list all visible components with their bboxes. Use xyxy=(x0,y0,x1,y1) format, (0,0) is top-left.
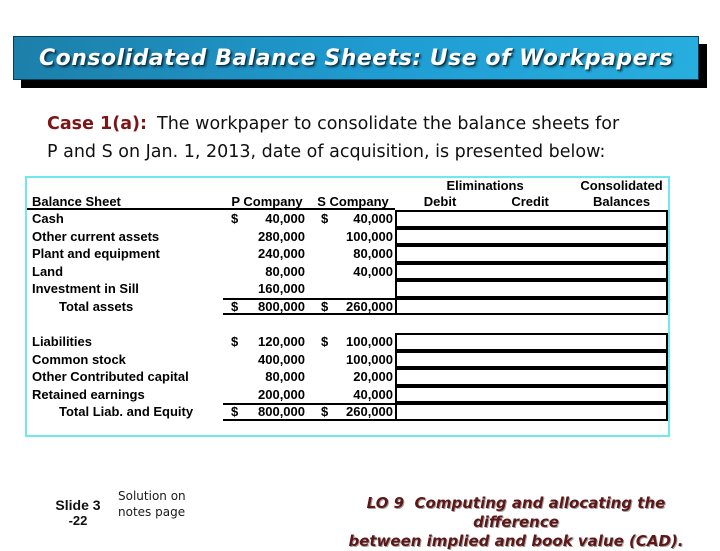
dollar-sign: $ xyxy=(321,334,329,349)
p-amount: 200,000 xyxy=(258,386,305,402)
case-line-2: P and S on Jan. 1, 2013, date of acquisition, is presented below: xyxy=(47,142,606,162)
table-row-plant-equipment xyxy=(27,245,668,263)
s-amount: 100,000 xyxy=(346,228,393,244)
table-row-cash xyxy=(27,210,668,228)
row-label: Cash xyxy=(32,211,64,226)
eliminations-empty-box xyxy=(395,280,668,298)
table-header-row-2 xyxy=(27,194,668,210)
case-paragraph xyxy=(47,110,697,166)
s-amount: 80,000 xyxy=(353,246,393,261)
workpaper-table xyxy=(25,176,670,437)
p-amount: 80,000 xyxy=(265,263,305,279)
table-row-land xyxy=(27,263,668,281)
eliminations-empty-box xyxy=(395,351,668,369)
table-row-investment-in-sill xyxy=(27,280,668,298)
balances-header: Balances xyxy=(593,194,651,209)
credit-header: Credit xyxy=(511,194,549,209)
slide-title-banner xyxy=(13,36,699,80)
notes-annotation xyxy=(118,488,208,520)
eliminations-empty-box xyxy=(395,298,668,316)
s-amount: 100,000 xyxy=(346,351,393,367)
s-amount: 260,000 xyxy=(346,404,393,419)
table-header-row-1 xyxy=(27,178,668,194)
p-amount: 400,000 xyxy=(258,351,305,367)
table-row-common-stock xyxy=(27,351,668,369)
debit-header: Debit xyxy=(423,194,457,209)
note-line-2: notes page xyxy=(118,505,186,519)
eliminations-empty-box xyxy=(395,403,668,421)
eliminations-empty-box xyxy=(395,228,668,246)
note-line-1: Solution on xyxy=(118,489,186,503)
lo-line-2: between implied and book value (CAD). xyxy=(348,532,684,550)
p-amount: 800,000 xyxy=(258,404,305,419)
dollar-sign: $ xyxy=(321,404,329,419)
s-amount: 40,000 xyxy=(353,263,393,279)
eliminations-empty-box xyxy=(395,245,668,263)
eliminations-empty-box xyxy=(395,333,668,351)
p-amount: 160,000 xyxy=(258,281,305,296)
row-label: Land xyxy=(32,263,64,279)
s-amount: 40,000 xyxy=(353,211,393,226)
slide-number-block xyxy=(36,497,120,528)
s-amount: 260,000 xyxy=(346,298,393,314)
slide-label: Slide 3 xyxy=(55,497,101,513)
eliminations-header: Eliminations xyxy=(446,178,524,193)
eliminations-empty-box xyxy=(395,386,668,404)
row-label: Total Liab. and Equity xyxy=(59,404,194,419)
case-line-1 xyxy=(47,110,697,138)
dollar-sign: $ xyxy=(321,211,329,226)
consolidated-header: Consolidated xyxy=(580,178,663,193)
page-title: Consolidated Balance Sheets: Use of Workpapers xyxy=(38,45,674,71)
s-amount: 40,000 xyxy=(353,386,393,402)
lo-line-1: LO 9 Computing and allocating the difference xyxy=(366,494,671,531)
row-label: Investment in Sill xyxy=(32,281,139,296)
balance-sheet-header: Balance Sheet xyxy=(32,194,121,208)
table-row-total-assets xyxy=(27,298,668,316)
p-amount: 240,000 xyxy=(258,246,305,261)
slide-number: -22 xyxy=(68,513,88,528)
learning-objective xyxy=(325,494,707,551)
row-label: Liabilities xyxy=(32,334,92,349)
s-company-header: S Company xyxy=(317,194,389,209)
table-section-gap xyxy=(27,315,668,333)
s-amount: 100,000 xyxy=(346,334,393,349)
row-label: Retained earnings xyxy=(32,386,145,402)
dollar-sign: $ xyxy=(231,334,239,349)
case-text-1: The workpaper to consolidate the balance sheets for xyxy=(157,114,620,134)
eliminations-empty-box xyxy=(395,210,668,228)
table-row-other-current-assets xyxy=(27,228,668,246)
row-label: Common stock xyxy=(32,351,126,367)
dollar-sign: $ xyxy=(231,298,239,314)
eliminations-empty-box xyxy=(395,368,668,386)
row-label: Other Contributed capital xyxy=(32,369,189,384)
row-label: Total assets xyxy=(59,298,134,314)
table-row-other-contributed-capital xyxy=(27,368,668,386)
table-row-total-liab-equity xyxy=(27,403,668,421)
dollar-sign: $ xyxy=(231,211,239,226)
p-company-header: P Company xyxy=(231,194,303,209)
s-amount: 20,000 xyxy=(353,369,393,384)
p-amount: 80,000 xyxy=(265,369,305,384)
dollar-sign: $ xyxy=(231,404,239,419)
row-label: Other current assets xyxy=(32,228,160,244)
row-label: Plant and equipment xyxy=(32,246,160,261)
p-amount: 800,000 xyxy=(258,298,305,314)
table-row-retained-earnings xyxy=(27,386,668,404)
case-label: Case 1(a): xyxy=(47,114,148,134)
p-amount: 120,000 xyxy=(258,334,305,349)
p-amount: 40,000 xyxy=(265,211,305,226)
eliminations-empty-box xyxy=(395,263,668,281)
dollar-sign: $ xyxy=(321,298,329,314)
p-amount: 280,000 xyxy=(258,228,305,244)
table-row-liabilities xyxy=(27,333,668,351)
